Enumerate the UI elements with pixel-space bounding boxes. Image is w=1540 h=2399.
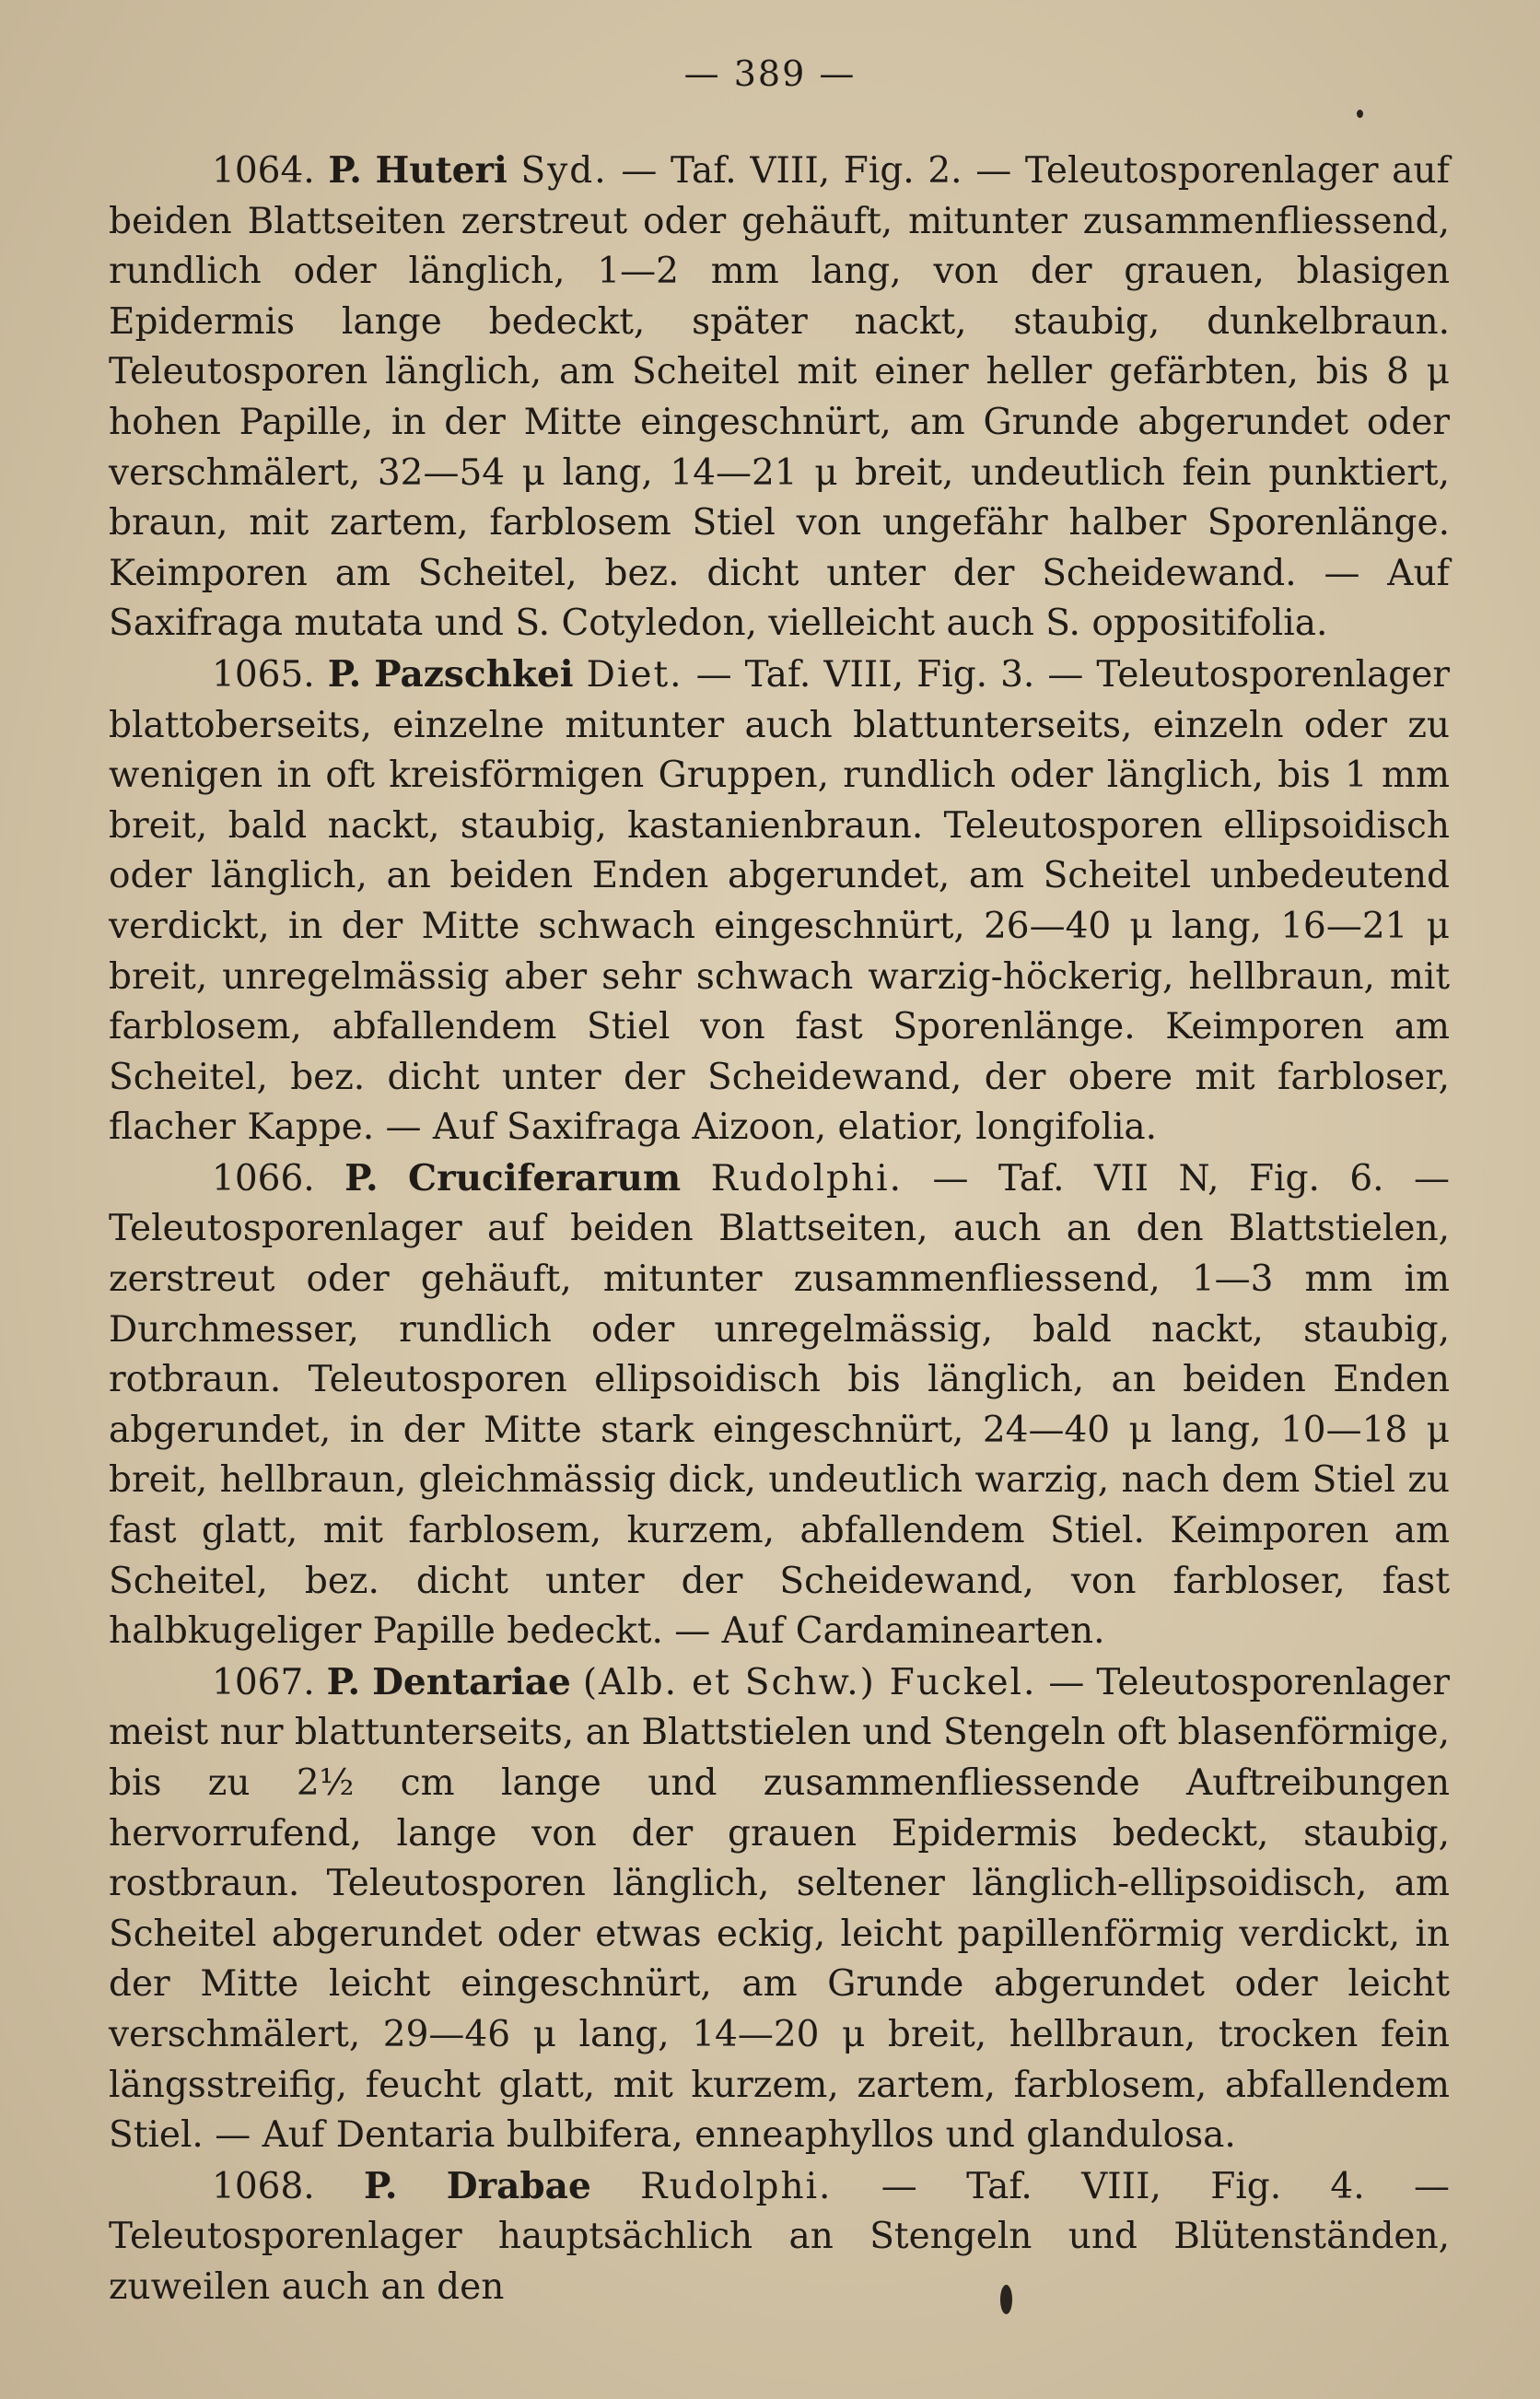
entry-author: Rudolphi.	[640, 2165, 833, 2207]
entry-genus: P.	[326, 1660, 361, 1703]
entry-number: 1064.	[212, 150, 315, 192]
entry-number: 1068.	[212, 2165, 315, 2207]
ink-speck	[1000, 2285, 1012, 2314]
entry-body: — Teleutosporenlager meist nur blattunterseits, an Blattstielen und Stengeln oft blasenförmige, bis zu 2½ cm lange und zusammenfliessende Auftreibungen hervorrufend, lange von der grauen Epidermis bedeckt, staubig, rostbraun. Teleutosporen länglich, seltener länglich-ellipsoidisch, am Scheitel abgerundet oder etwas eckig, leicht papillenförmig verdickt, in der Mitte leicht eingeschnürt, am Grunde abgerundet oder leicht verschmälert, 29—46 μ lang, 14—20 μ breit, hellbraun, trocken fein längsstreifig, feucht glatt, mit kurzem, zartem, farblosem, abfallendem Stiel. — Auf Dentaria bulbifera, enneaphyllos und glandulosa.	[109, 1661, 1451, 2157]
entry-1065	[109, 649, 1450, 1153]
entry-author: Syd.	[520, 150, 608, 192]
entry-species: Huteri	[375, 149, 508, 192]
entry-genus: P.	[344, 1156, 379, 1200]
entry-body: — Taf. VII N, Fig. 6. — Teleutosporenlager auf beiden Blattseiten, auch an den Blattstielen, zerstreut oder gehäuft, mitunter zusammenfliessend, 1—3 mm im Durchmesser, rundlich oder unregelmässig, bald nackt, staubig, rotbraun. Teleutosporen ellipsoidisch bis länglich, an beiden Enden abgerundet, in der Mitte stark eingeschnürt, 24—40 μ lang, 10—18 μ breit, hellbraun, gleichmässig dick, undeutlich warzig, nach dem Stiel zu fast glatt, mit farblosem, kurzem, abfallendem Stiel. Keimporen am Scheitel, bez. dicht unter der Scheidewand, von farbloser, fast halbkugeliger Papille bedeckt. — Auf Cardaminearten.	[109, 1157, 1450, 1653]
entry-1066	[109, 1153, 1450, 1657]
entry-1064	[109, 146, 1450, 649]
entry-number: 1065.	[212, 653, 315, 696]
entry-genus: P.	[328, 149, 362, 192]
entry-body: — Taf. VIII, Fig. 4. — Teleutosporenlager hauptsächlich an Stengeln und Blütenständen, zuweilen auch an den	[109, 2165, 1450, 2308]
entry-species: Cruciferarum	[408, 1156, 682, 1200]
entry-author: (Alb. et Schw.) Fuckel.	[582, 1661, 1037, 1703]
entry-number: 1067.	[212, 1661, 315, 1703]
entry-species: Dentariae	[372, 1660, 571, 1703]
entry-body: — Taf. VIII, Fig. 3. — Teleutosporenlager blattoberseits, einzelne mitunter auch blattunterseits, einzeln oder zu wenigen in oft kreisförmigen Gruppen, rundlich oder länglich, bis 1 mm breit, bald nackt, staubig, kastanienbraun. Teleutosporen ellipsoidisch oder länglich, an beiden Enden abgerundet, am Scheitel unbedeutend verdickt, in der Mitte schwach eingeschnürt, 26—40 μ lang, 16—21 μ breit, unregelmässig aber sehr schwach warzig-höckerig, hellbraun, mit farblosem, abfallendem Stiel von fast Sporenlänge. Keimporen am Scheitel, bez. dicht unter der Scheidewand, der obere mit farbloser, flacher Kappe. — Auf Saxifraga Aizoon, elatior, longifolia.	[109, 653, 1450, 1149]
entry-number: 1066.	[212, 1157, 315, 1200]
entry-species: Pazschkei	[374, 652, 574, 696]
entry-1068	[109, 2161, 1450, 2313]
entry-author: Rudolphi.	[710, 1157, 903, 1200]
entry-1067	[109, 1657, 1450, 2161]
page-body	[109, 146, 1450, 2313]
entry-author: Diet.	[586, 653, 683, 696]
entry-genus: P.	[327, 652, 362, 696]
entry-body: — Taf. VIII, Fig. 2. — Teleutosporenlager auf beiden Blattseiten zerstreut oder gehäuft, mitunter zusammenfliessend, rundlich oder länglich, 1—2 mm lang, von der grauen, blasigen Epidermis lange bedeckt, später nackt, staubig, dunkelbraun. Teleutosporen länglich, am Scheitel mit einer heller gefärbten, bis 8 μ hohen Papille, in der Mitte eingeschnürt, am Grunde abgerundet oder verschmälert, 32—54 μ lang, 14—21 μ breit, undeutlich fein punktiert, braun, mit zartem, farblosem Stiel von ungefähr halber Sporenlänge. Keimporen am Scheitel, bez. dicht unter der Scheidewand. — Auf Saxifraga mutata und S. Cotyledon, vielleicht auch S. oppositifolia.	[109, 150, 1450, 645]
page-number: — 389 —	[683, 53, 857, 94]
entry-genus: P.	[363, 2164, 398, 2207]
entry-species: Drabae	[446, 2164, 591, 2207]
ink-speck	[1357, 110, 1363, 118]
